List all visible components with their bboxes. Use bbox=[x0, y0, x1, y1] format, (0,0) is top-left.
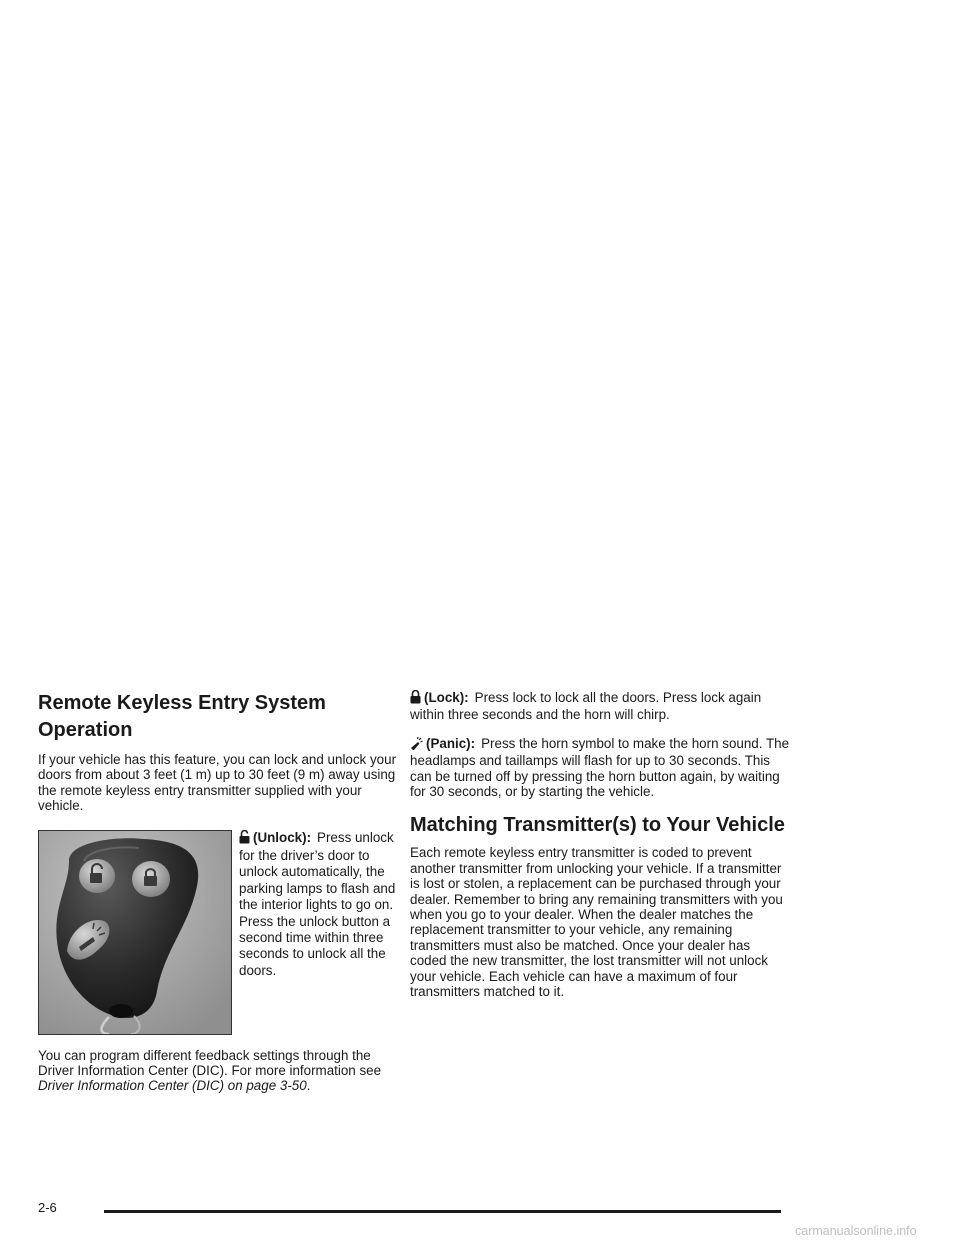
lock-paragraph bbox=[410, 690, 790, 723]
watermark: carmanualsonline.info bbox=[795, 1224, 917, 1238]
unlock-figure-row bbox=[38, 830, 398, 1035]
unlock-text: Press unlock for the driver’s door to unlock automatically, the parking lamps to flash and the interior lights to go on. Press the unlock button a second time within three seconds to unlock all the doors. bbox=[239, 829, 396, 978]
unlock-icon bbox=[239, 830, 250, 848]
section-heading-matching: Matching Transmitter(s) to Your Vehicle bbox=[410, 814, 785, 837]
horn-icon bbox=[410, 737, 423, 753]
right-column bbox=[410, 690, 790, 1000]
panic-text: Press the horn symbol to make the horn sound. The headlamps and taillamps will flash for up to 30 seconds. This can be turned off by pressing the horn button again, by waiting for 30 seconds, or by starting the vehicle. bbox=[410, 735, 790, 800]
lock-icon bbox=[410, 690, 421, 707]
key-fob-photo bbox=[38, 830, 232, 1035]
page-number: 2-6 bbox=[38, 1200, 57, 1215]
left-column bbox=[38, 690, 398, 1094]
unlock-term: (Unlock): bbox=[253, 829, 312, 845]
unlock-description bbox=[239, 830, 399, 980]
dic-text: You can program different feedback settings through the Driver Information Center (DIC). For more information see bbox=[38, 1047, 382, 1079]
lock-term: (Lock): bbox=[424, 690, 469, 705]
panic-term: (Panic): bbox=[426, 735, 476, 751]
dic-page-reference[interactable]: Driver Information Center (DIC) on page 3-50 bbox=[38, 1078, 307, 1094]
panic-paragraph bbox=[410, 736, 790, 800]
matching-paragraph: Each remote keyless entry transmitter is coded to prevent another transmitter from unlocking your vehicle. If a transmitter is lost or stolen, a replacement can be purchased through your dealer. Remember to bring any remaining transmitters with you when you go to your dealer. When the dealer matches the replacement transmitter to your vehicle, any remaining transmitters must also be matched. Once your dealer has coded the new transmitter, the lost transmitter will not unlock your vehicle. Each vehicle can have a maximum of four transmitters matched to it. bbox=[410, 845, 783, 1000]
dic-paragraph bbox=[38, 1048, 398, 1094]
dic-text-end: . bbox=[306, 1078, 311, 1094]
section-heading-remote-keyless: Remote Keyless Entry System Operation bbox=[38, 692, 326, 741]
lock-text: Press lock to lock all the doors. Press lock again within three seconds and the horn will chirp. bbox=[410, 690, 762, 723]
footer-divider bbox=[104, 1210, 781, 1213]
intro-paragraph: If your vehicle has this feature, you can lock and unlock your doors from about 3 feet (1 m) up to 30 feet (9 m) away using the remote keyless entry transmitter supplied with your vehicle. bbox=[38, 752, 397, 814]
